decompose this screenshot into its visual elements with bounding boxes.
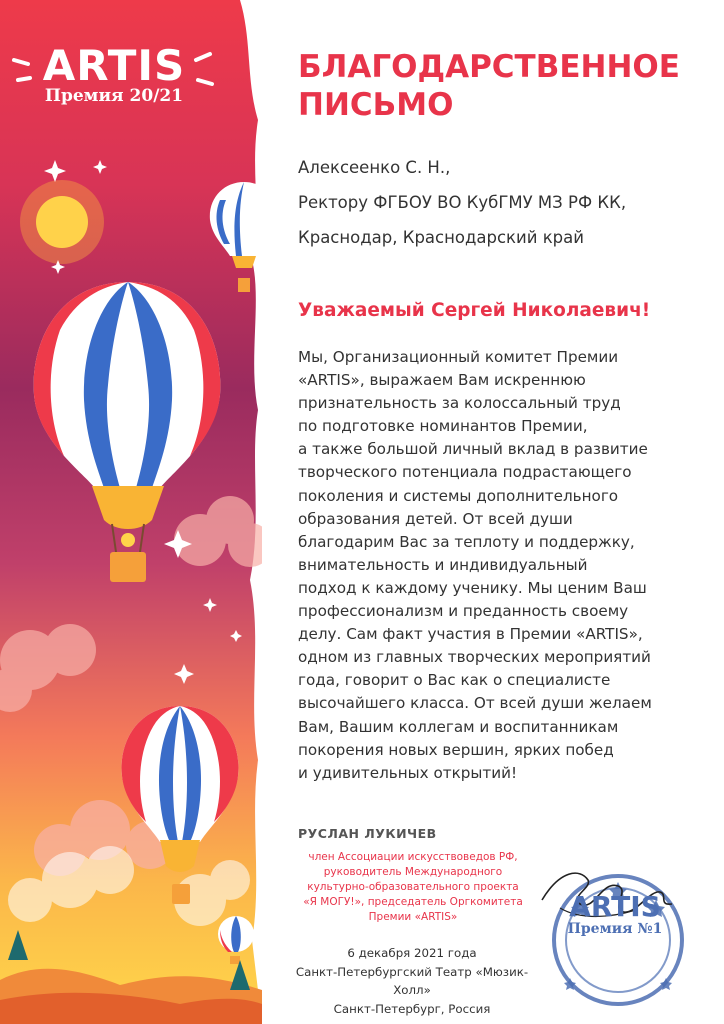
stamp-subtitle: Премия №1 bbox=[567, 921, 663, 937]
body-line: высочайшего класса. От всей души желаем bbox=[298, 694, 652, 713]
recipient-name: Алексеенко С. Н., bbox=[298, 158, 451, 177]
role-line: руководитель Международного bbox=[323, 866, 503, 878]
title-line: ПИСЬМО bbox=[298, 87, 454, 123]
body-line: одном из главных творческих мероприятий bbox=[298, 648, 651, 667]
recipient-block bbox=[298, 150, 626, 255]
recipient-location: Краснодар, Краснодарский край bbox=[298, 228, 584, 247]
illustration bbox=[0, 0, 262, 1024]
stamp bbox=[540, 890, 690, 937]
role-line: «Я МОГУ!», председатель Оргкомитета bbox=[303, 896, 523, 908]
letter-body bbox=[298, 346, 718, 785]
body-line: Вам, Вашим коллегам и воспитанникам bbox=[298, 717, 619, 736]
page-title bbox=[298, 48, 698, 124]
body-line: Мы, Организационный комитет Премии bbox=[298, 348, 619, 366]
stamp-word: ARTIS bbox=[569, 890, 661, 923]
greeting: Уважаемый Сергей Николаевич! bbox=[298, 300, 651, 321]
venue-line: Санкт-Петербургский Театр «Мюзик-Холл» bbox=[295, 964, 529, 997]
role-line: член Ассоциации искусствоведов РФ, bbox=[308, 851, 518, 863]
signer-role bbox=[288, 850, 538, 925]
logo-subtitle: Премия 20/21 bbox=[44, 86, 184, 106]
body-line: внимательность и индивидуальный bbox=[298, 555, 588, 574]
sun-icon bbox=[20, 180, 104, 264]
signer-name: РУСЛАН ЛУКИЧЕВ bbox=[298, 826, 437, 841]
body-line: профессионализм и преданность своему bbox=[298, 602, 629, 621]
body-line: признательность за колоссальный труд bbox=[298, 394, 621, 413]
logo-word: ARTIS bbox=[42, 41, 186, 90]
date-place bbox=[292, 944, 532, 1018]
city-line: Санкт-Петербург, Россия bbox=[333, 1001, 491, 1016]
body-line: поколения и системы дополнительного bbox=[298, 486, 619, 505]
body-line: покорения новых вершин, ярких побед bbox=[298, 740, 614, 759]
body-line: благодарим Вас за теплоту и поддержку, bbox=[298, 532, 635, 551]
body-line: «ARTIS», выражаем Вам искреннюю bbox=[298, 371, 586, 390]
body-line: делу. Сам факт участия в Премии «ARTIS», bbox=[298, 625, 643, 644]
recipient-position: Ректору ФГБОУ ВО КубГМУ МЗ РФ КК, bbox=[298, 193, 627, 212]
date-line: 6 декабря 2021 года bbox=[347, 946, 477, 960]
artis-logo bbox=[0, 41, 228, 106]
decorative-panel bbox=[0, 0, 262, 1024]
body-line: подход к каждому ученику. Мы ценим Ваш bbox=[298, 578, 647, 597]
role-line: культурно-образовательного проекта bbox=[307, 881, 519, 893]
body-line: года, говорит о Вас как о специалисте bbox=[298, 671, 611, 690]
role-line: Премии «ARTIS» bbox=[368, 911, 458, 923]
body-line: творческого потенциала подрастающего bbox=[298, 463, 632, 482]
body-line: по подготовке номинантов Премии, bbox=[298, 417, 588, 436]
title-line: БЛАГОДАРСТВЕННОЕ bbox=[298, 49, 680, 85]
body-line: а также большой личный вклад в развитие bbox=[298, 440, 648, 459]
body-line: образования детей. От всей души bbox=[298, 509, 573, 528]
body-line: и удивительных открытий! bbox=[298, 763, 518, 782]
